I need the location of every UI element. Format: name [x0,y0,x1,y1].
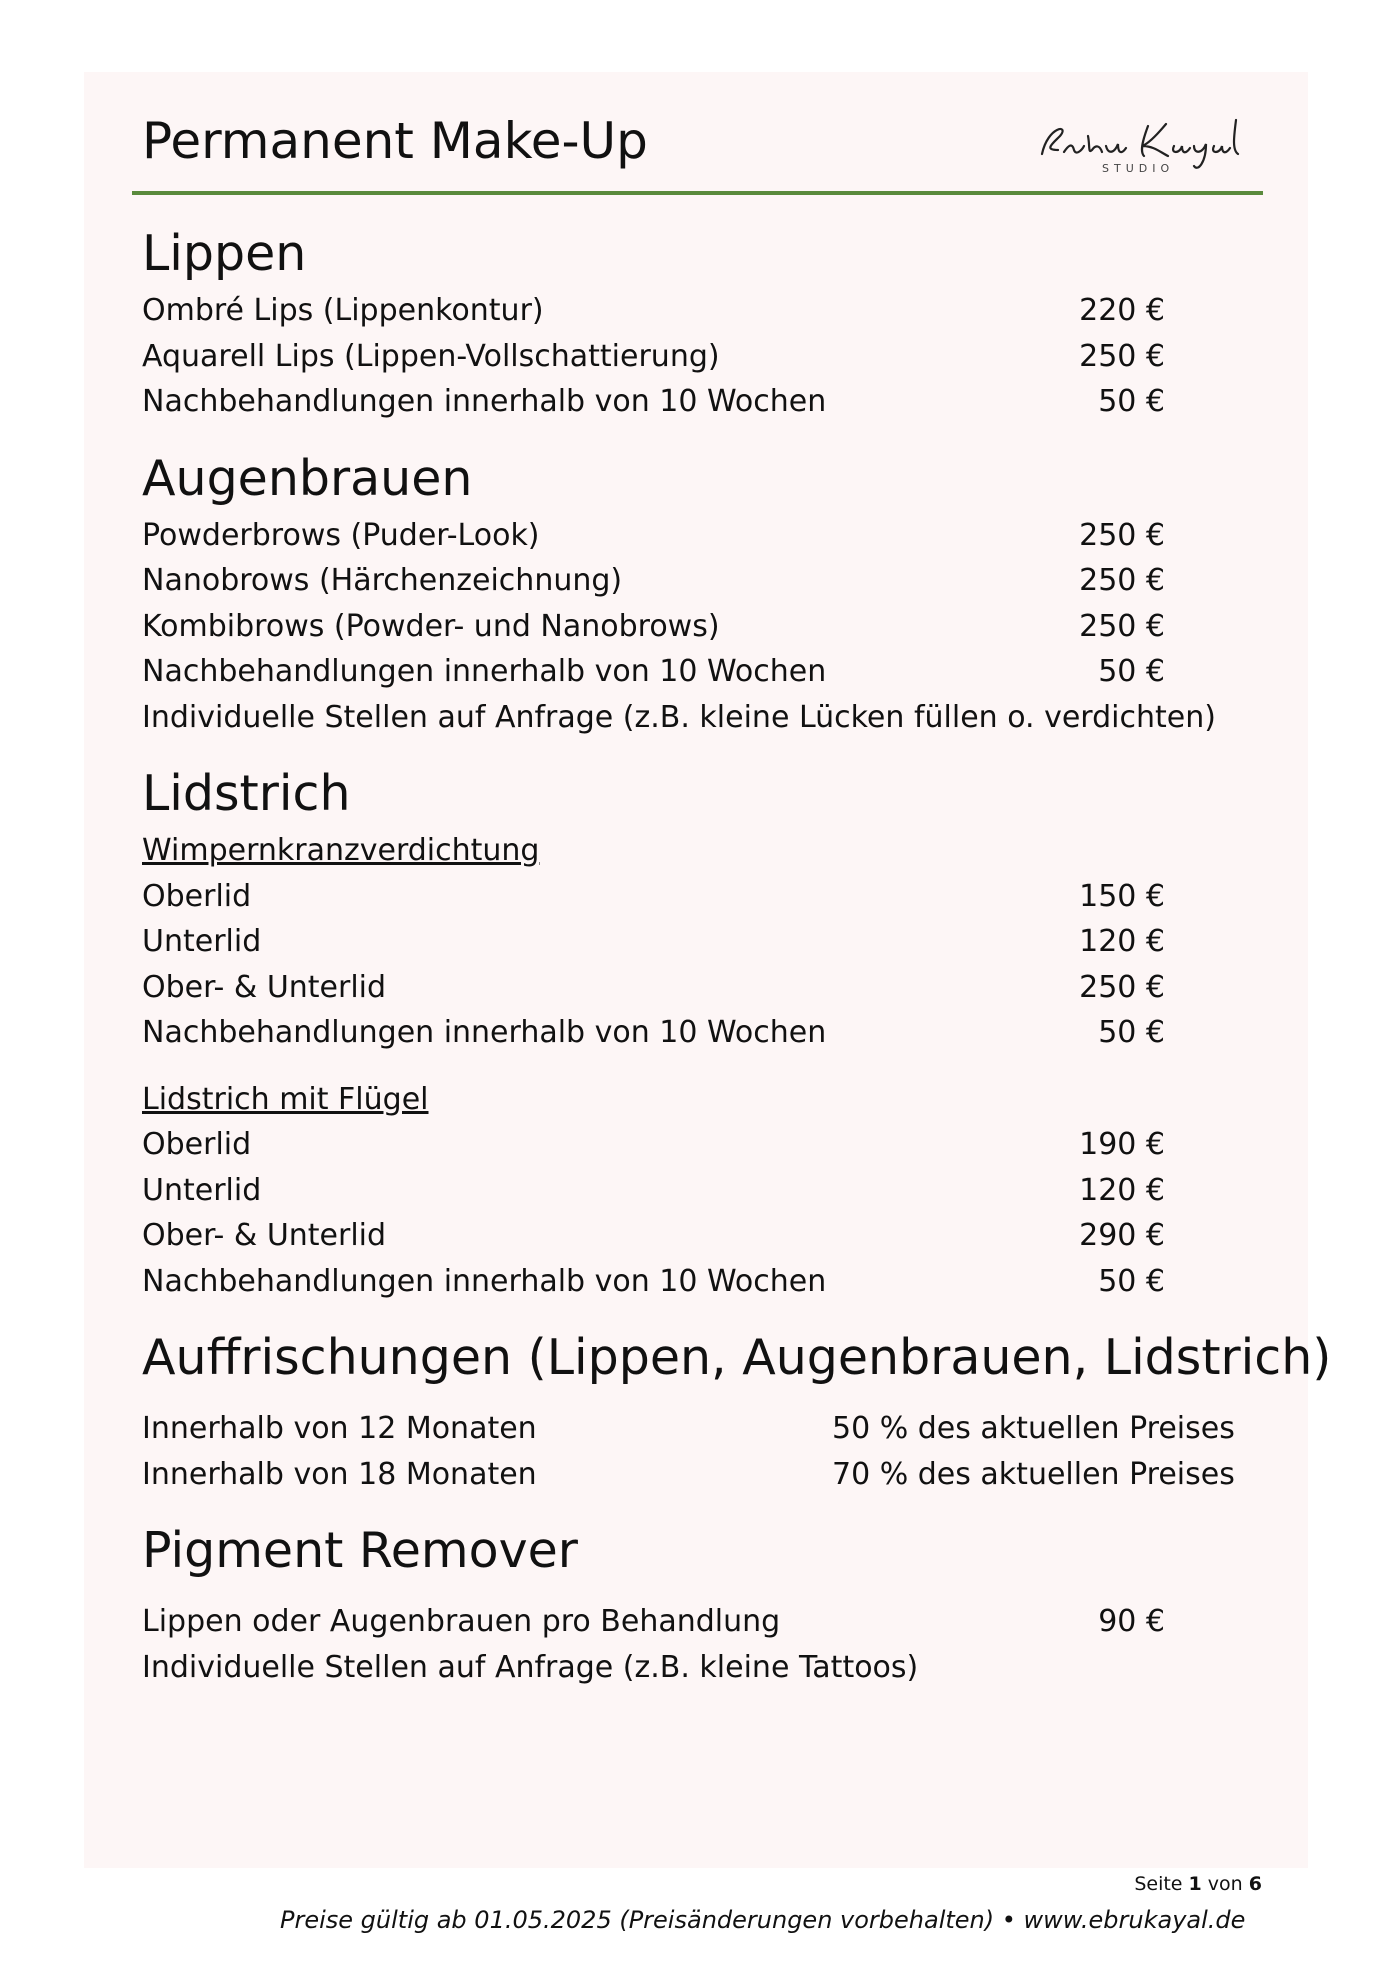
price-row [142,1168,1282,1214]
row-label: Unterlid [142,924,262,959]
section-augenbrauen [142,445,1282,741]
price-row [142,288,1282,334]
row-label: Kombibrows (Powder- und Nanobrows) [142,608,720,644]
row-label: Powderbrows (Puder-Look) [142,517,540,553]
note-text: Individuelle Stellen auf Anfrage (z.B. kleine Tattoos) [142,1649,919,1685]
row-price: 120 € [1079,1172,1165,1208]
price-row [142,1259,1282,1305]
row-label: Oberlid [142,1127,252,1162]
row-price: 250 € [1079,563,1165,598]
price-list [142,220,1332,1690]
section-auffrischungen [142,1324,1332,1497]
section-heading: Pigment Remover [142,1522,578,1579]
row-label: Aquarell Lips (Lippen-Vollschattierung) [142,338,720,374]
section-lidstrich [142,760,1282,1304]
page-number [1100,1873,1262,1895]
spacer [142,1056,1282,1077]
row-price: 250 € [1079,338,1165,374]
row-label: Nachbehandlungen innerhalb von 10 Wochen [142,1015,827,1050]
price-row [142,334,1282,380]
spacer [142,740,1282,760]
section-lippen [142,220,1282,425]
row-price: 50 € [1098,384,1165,419]
row-label: Unterlid [142,1172,262,1208]
note-text: Individuelle Stellen auf Anfrage (z.B. kleine Lücken füllen o. verdichten) [142,699,1216,735]
row-price: 120 € [1079,924,1165,959]
row-label: Ombré Lips (Lippenkontur) [142,293,544,328]
spacer [142,425,1282,445]
subsection-heading: Lidstrich mit Flügel [142,1081,429,1117]
page-current: 1 [1188,1873,1202,1895]
page-title: Permanent Make-Up [142,112,648,170]
row-price: 250 € [1079,517,1165,553]
subsection-heading: Wimpernkranzverdichtung [142,833,540,868]
logo-studio-text: STUDIO [1102,162,1175,175]
row-label: Ober- & Unterlid [142,969,387,1005]
section-heading: Augenbrauen [142,449,473,507]
section-heading: Lippen [142,225,307,282]
row-label: Ober- & Unterlid [142,1218,387,1253]
price-row [142,1213,1282,1259]
price-row [142,379,1282,425]
row-label: Innerhalb von 12 Monaten [142,1411,537,1446]
row-price: 250 € [1079,969,1165,1005]
row-price: 290 € [1079,1218,1165,1253]
spacer [142,1304,1282,1324]
page-mid: von [1201,1873,1249,1895]
row-price: 190 € [1079,1127,1165,1162]
price-row [142,649,1282,695]
price-row [142,1599,1282,1645]
price-row [142,1010,1282,1056]
section-pigment-remover [142,1517,1282,1690]
row-price: 50 € [1098,654,1165,689]
row-label: Nachbehandlungen innerhalb von 10 Wochen [142,384,827,419]
price-row [142,604,1282,650]
row-price: 250 € [1079,608,1165,644]
price-row [142,1452,1282,1498]
price-row [142,874,1282,920]
row-label: Nanobrows (Härchenzeichnung) [142,563,623,598]
page-total: 6 [1248,1873,1262,1895]
row-label: Innerhalb von 18 Monaten [142,1456,537,1492]
page-prefix: Seite [1134,1873,1189,1895]
row-price: 220 € [1079,293,1165,328]
spacer [142,1497,1282,1517]
row-price: 70 % des aktuellen Preises [832,1456,1235,1492]
row-label: Nachbehandlungen innerhalb von 10 Wochen [142,654,827,689]
section-heading: Auffrischungen (Lippen, Augenbrauen, Lidstrich) [142,1329,1332,1386]
row-price: 150 € [1079,878,1165,914]
price-row [142,513,1282,559]
row-label: Nachbehandlungen innerhalb von 10 Wochen [142,1263,827,1299]
section-note [142,1645,1282,1691]
row-label: Lippen oder Augenbrauen pro Behandlung [142,1604,781,1639]
row-price: 90 € [1098,1604,1165,1639]
row-price: 50 € [1098,1015,1165,1050]
price-row [142,965,1282,1011]
row-price: 50 € [1098,1263,1165,1299]
price-row [142,919,1282,965]
row-price: 50 % des aktuellen Preises [832,1411,1235,1446]
section-heading: Lidstrich [142,765,351,822]
header-divider [132,191,1263,195]
price-row [142,558,1282,604]
footer-note: Preise gültig ab 01.05.2025 (Preisänderungen vorbehalten) • www.ebrukayal.de [280,1906,1246,1934]
price-row [142,1406,1282,1452]
row-label: Oberlid [142,878,252,914]
section-note [142,695,1282,741]
price-row [142,1122,1282,1168]
